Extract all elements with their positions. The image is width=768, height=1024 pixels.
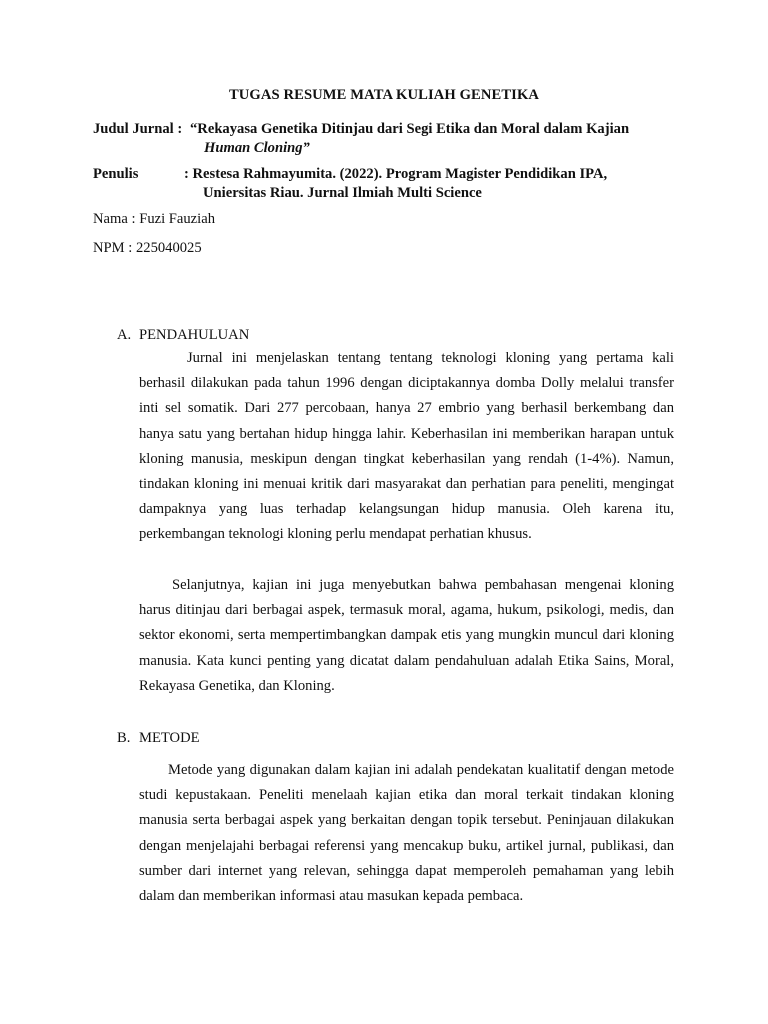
section-letter: B. bbox=[117, 730, 131, 746]
document-title: TUGAS RESUME MATA KULIAH GENETIKA bbox=[228, 87, 540, 103]
author-row bbox=[93, 165, 693, 201]
journal-title-line2: Human Cloning” bbox=[204, 140, 310, 156]
section-title: PENDAHULUAN bbox=[139, 327, 250, 343]
author-line2: Uniersitas Riau. Jurnal Ilmiah Multi Science bbox=[203, 185, 482, 201]
student-name: Nama : Fuzi Fauziah bbox=[93, 211, 215, 227]
author-line1: : Restesa Rahmayumita. (2022). Program Magister Pendidikan IPA, bbox=[184, 166, 608, 182]
section-title: METODE bbox=[139, 730, 200, 746]
journal-title-line1: “Rekayasa Genetika Ditinjau dari Segi Etika dan Moral dalam Kajian bbox=[190, 121, 630, 137]
paragraph-pendahuluan-1: Jurnal ini menjelaskan tentang tentang teknologi kloning yang pertama kali berhasil dilakukan pada tahun 1996 dengan diciptakannya domba Dolly melalui transfer inti sel somatik. Dari 277 percobaan, hanya 27 embrio yang berhasil berkembang dan hanya satu yang bertahan hidup hingga lahir. Keberhasilan ini memberikan harapan untuk kloning manusia, meskipun dengan tingkat keberhasilan yang rendah (1-4%). Namun, tindakan kloning ini menuai kritik dari masyarakat dan perhatian para peneliti, mengingat dampaknya yang luas terhadap kelangsungan hidup manusia. Oleh karena itu, perkembangan teknologi kloning perlu mendapat perhatian khusus. bbox=[139, 350, 674, 543]
paragraph-pendahuluan-2: Selanjutnya, kajian ini juga menyebutkan bahwa pembahasan mengenai kloning harus ditinjau dari berbagai aspek, termasuk moral, agama, hukum, psikologi, medis, dan sektor ekonomi, serta mempertimbangkan dampak etis yang mungkin muncul dari kloning manusia. Kata kunci penting yang dicatat dalam pendahuluan adalah Etika Sains, Moral, Rekayasa Genetika, dan Kloning. bbox=[139, 577, 674, 694]
journal-title-row bbox=[93, 120, 693, 156]
section-letter: A. bbox=[117, 327, 132, 343]
section-heading-metode bbox=[117, 729, 200, 748]
paragraph-metode-1: Metode yang digunakan dalam kajian ini adalah pendekatan kualitatif dengan metode studi kepustakaan. Peneliti menelaah kajian etika dan moral terkait tindakan kloning manusia serta berbagai aspek yang berkaitan dengan topik tersebut. Peninjauan dilakukan dengan menjelajahi berbagai referensi yang mencakup buku, artikel jurnal, publikasi, dan sumber dari internet yang relevan, sehingga dapat memperoleh pemahaman yang lebih dalam dan memberikan informasi atau masukan kepada pembaca. bbox=[139, 762, 674, 905]
author-label: Penulis bbox=[93, 166, 139, 182]
section-heading-pendahuluan bbox=[117, 326, 249, 345]
journal-title-label: Judul Jurnal : bbox=[93, 121, 183, 137]
student-npm: NPM : 225040025 bbox=[93, 240, 202, 256]
